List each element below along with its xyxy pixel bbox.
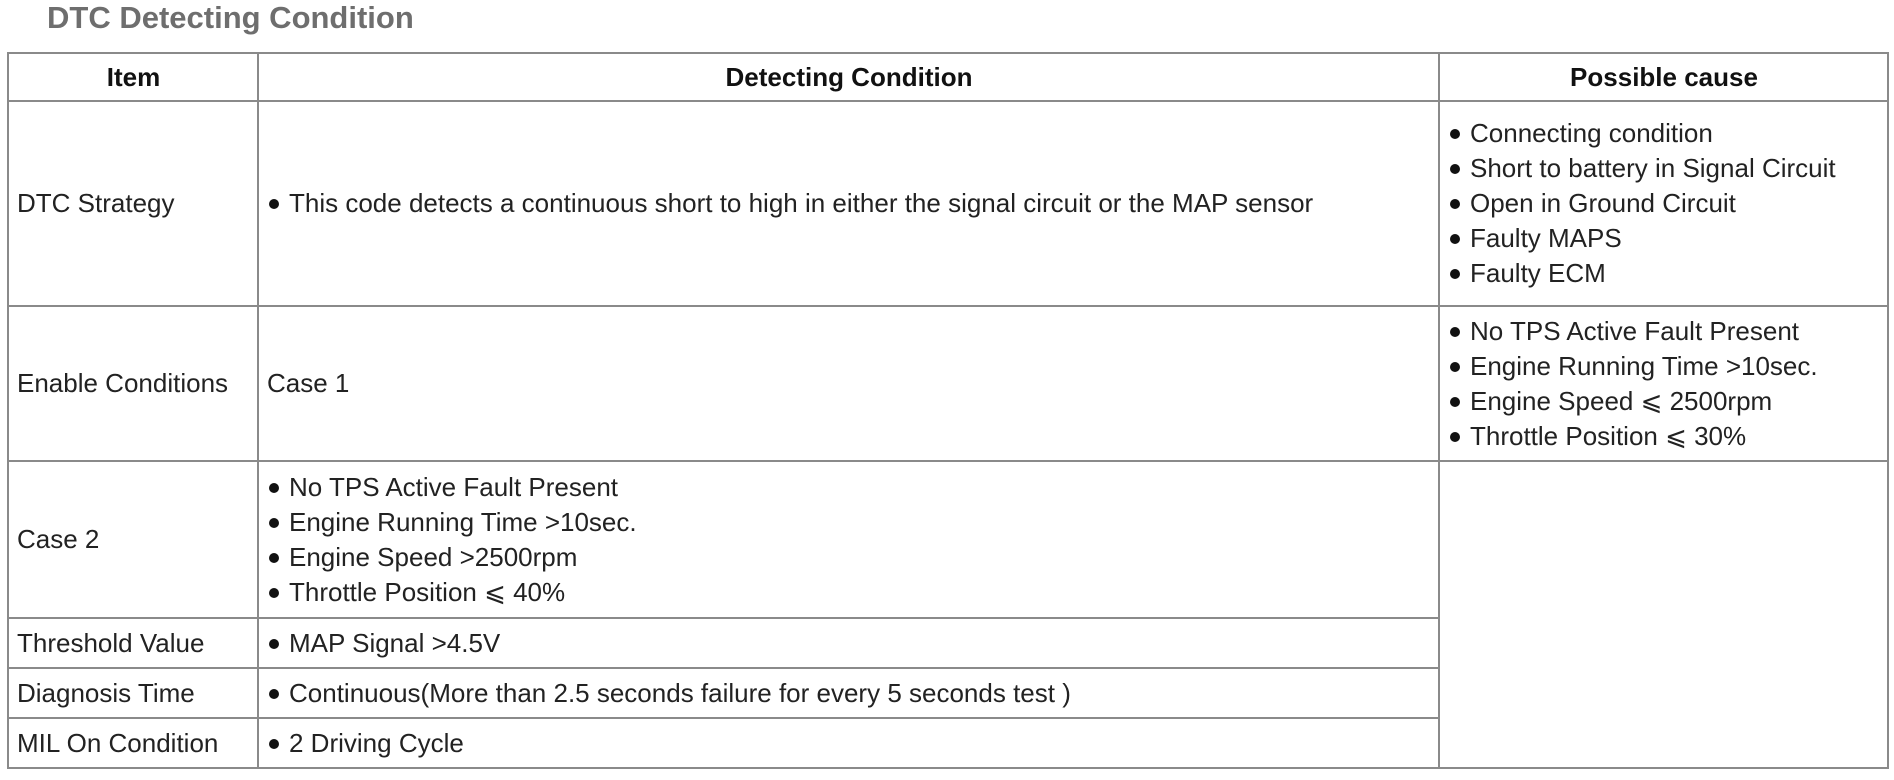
table-header-row	[8, 53, 1888, 101]
list-item: No TPS Active Fault Present	[1448, 314, 1880, 349]
diagnosis-time-label: Diagnosis Time	[8, 668, 258, 718]
case-1-label: Case 1	[258, 306, 1439, 461]
list-item: MAP Signal >4.5V	[267, 626, 1431, 661]
mil-on-condition-cell	[258, 718, 1439, 768]
case-2-conditions-list	[267, 470, 1431, 610]
list-item: Connecting condition	[1448, 116, 1880, 151]
possible-cause-list	[1448, 116, 1880, 291]
header-item: Item	[8, 53, 258, 101]
dtc-strategy-condition-list	[267, 186, 1431, 221]
threshold-value-label: Threshold Value	[8, 618, 258, 668]
diagnosis-time-cell	[258, 668, 1439, 718]
threshold-value-cell	[258, 618, 1439, 668]
list-item: This code detects a continuous short to high in either the signal circuit or the MAP sensor	[267, 186, 1431, 221]
list-item: Open in Ground Circuit	[1448, 186, 1880, 221]
mil-on-condition-list	[267, 726, 1431, 761]
dtc-detecting-condition-table	[7, 52, 1889, 769]
list-item: Engine Running Time >10sec.	[267, 505, 1431, 540]
header-detecting-condition: Detecting Condition	[258, 53, 1439, 101]
list-item: Engine Running Time >10sec.	[1448, 349, 1880, 384]
threshold-value-list	[267, 626, 1431, 661]
possible-cause-cell-1	[1439, 101, 1888, 306]
row-dtc-strategy	[8, 101, 1888, 306]
header-possible-cause: Possible cause	[1439, 53, 1888, 101]
case-1-conditions-cell	[1439, 306, 1888, 461]
row-enable-conditions	[8, 306, 1888, 461]
diagnosis-time-list	[267, 676, 1431, 711]
list-item: Throttle Position ⩽ 40%	[267, 575, 1431, 610]
case-1-conditions-list	[1448, 314, 1880, 454]
case-2-label: Case 2	[8, 461, 258, 618]
enable-conditions-label: Enable Conditions	[8, 306, 258, 461]
dtc-strategy-condition-cell	[258, 101, 1439, 306]
list-item: 2 Driving Cycle	[267, 726, 1431, 761]
dtc-strategy-label: DTC Strategy	[8, 101, 258, 306]
list-item: Continuous(More than 2.5 seconds failure for every 5 seconds test )	[267, 676, 1431, 711]
list-item: Engine Speed >2500rpm	[267, 540, 1431, 575]
mil-on-condition-label: MIL On Condition	[8, 718, 258, 768]
list-item: Faulty MAPS	[1448, 221, 1880, 256]
list-item: Throttle Position ⩽ 30%	[1448, 419, 1880, 454]
list-item: No TPS Active Fault Present	[267, 470, 1431, 505]
list-item: Short to battery in Signal Circuit	[1448, 151, 1880, 186]
page-title: DTC Detecting Condition	[47, 0, 414, 35]
list-item: Engine Speed ⩽ 2500rpm	[1448, 384, 1880, 419]
empty-cause-cell	[1439, 461, 1888, 768]
row-case-2	[8, 461, 1888, 618]
list-item: Faulty ECM	[1448, 256, 1880, 291]
case-2-conditions-cell	[258, 461, 1439, 618]
